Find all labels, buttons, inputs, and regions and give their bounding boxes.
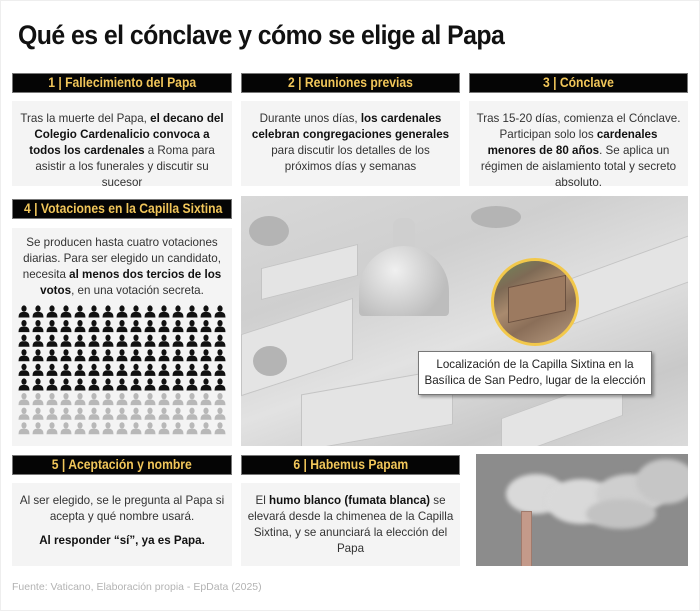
person-icon-vote-needed [103,378,114,390]
person-icon-vote [173,408,184,420]
sistine-chapel-roof [508,275,566,323]
text-run: , en una votación secreta. [71,284,204,297]
person-icon-vote [201,408,212,420]
person-icon-vote-needed [173,378,184,390]
person-icon-vote-needed [173,320,184,332]
step-2-header-label: 2 | Reuniones previas [288,75,413,90]
text-run: se elevará desde la chimenea de la Capilla Sixtina, y se anunciará la elección del Papa [247,494,454,555]
person-icon-vote-needed [187,320,198,332]
person-icon-vote [19,393,30,405]
bold-text: al menos dos tercios de los votos [40,268,222,297]
person-icon-vote-needed [117,335,128,347]
person-icon-vote-needed [159,378,170,390]
person-icon-vote-needed [61,305,72,317]
person-icon-vote-needed [187,378,198,390]
person-icon-vote-needed [131,349,142,361]
text-run: Se producen hasta cuatro votaciones diarias. Para ser elegido un candidato, necesita [22,236,221,281]
step-2-header [241,73,460,93]
person-icon-vote-needed [61,335,72,347]
person-icon-vote [131,393,142,405]
step-6-body [241,483,460,566]
person-icon-vote-needed [19,349,30,361]
photo-tree [253,346,287,376]
person-icon-vote [187,408,198,420]
step-3-text [475,111,682,191]
person-icon-vote-needed [89,364,100,376]
person-icon-vote-needed [75,378,86,390]
person-icon-vote [75,422,86,434]
person-icon-vote-needed [145,335,156,347]
text-run: Tras la muerte del Papa, [20,112,151,125]
person-icon-vote-needed [173,335,184,347]
person-icon-vote-needed [89,378,100,390]
person-icon-vote-needed [33,335,44,347]
sistine-chapel-highlight [491,258,579,346]
person-icon-vote-needed [103,335,114,347]
photo-tree [471,206,521,228]
step-4-header-label: 4 | Votaciones en la Capilla Sixtina [24,201,223,216]
person-icon-vote [47,408,58,420]
person-icon-vote-needed [19,378,30,390]
person-icon-vote-needed [159,349,170,361]
bold-text: los cardenales celebran congregaciones generales [251,112,450,141]
photo-building [241,298,353,396]
person-icon-vote-needed [61,364,72,376]
person-icon-vote [159,393,170,405]
person-icon-vote [159,408,170,420]
person-icon-vote [117,408,128,420]
person-icon-vote-needed [159,364,170,376]
smoke-cloud [636,459,688,504]
person-icon-vote-needed [159,320,170,332]
bold-text: humo blanco (fumata blanca) [269,494,431,507]
step-5-header-label: 5 | Aceptación y nombre [51,457,193,472]
person-icon-vote-needed [47,378,58,390]
text-run: para discutir los detalles de los próximos días y semanas [271,144,430,173]
person-icon-vote-needed [47,349,58,361]
step-5-header [12,455,232,475]
person-icon-vote [19,422,30,434]
person-icon-vote-needed [89,320,100,332]
person-icon-vote-needed [201,364,212,376]
person-icon-vote-needed [33,305,44,317]
person-icon-vote [89,393,100,405]
person-icon-vote-needed [117,305,128,317]
votes-pictogram [18,305,226,437]
person-icon-vote-needed [19,335,30,347]
person-icon-vote-needed [33,320,44,332]
step-6-header-label: 6 | Habemus Papam [293,457,408,472]
person-icon-vote-needed [215,320,226,332]
person-icon-vote-needed [187,305,198,317]
person-icon-vote-needed [75,335,86,347]
photo-building [571,234,688,325]
bold-text: el decano del Colegio Cardenalicio convoca a todos los cardenales [29,112,224,157]
person-icon-vote-needed [117,320,128,332]
person-icon-vote [145,422,156,434]
person-icon-vote-needed [145,320,156,332]
person-icon-vote [47,422,58,434]
person-icon-vote-needed [201,378,212,390]
step-3-header [469,73,688,93]
step-5-body [12,483,232,566]
person-icon-vote-needed [75,364,86,376]
person-icon-vote [173,393,184,405]
step-2-body [241,101,460,186]
person-icon-vote-needed [103,349,114,361]
person-icon-vote [33,393,44,405]
text-run: . Se aplica un régimen de aislamiento total y secreto absoluto. [480,144,677,189]
person-icon-vote-needed [47,364,58,376]
text-run: a Roma para asistir a los funerales y discutir su sucesor [35,144,215,189]
photo-basilica-dome [359,246,449,316]
person-icon-vote-needed [215,349,226,361]
person-icon-vote-needed [33,378,44,390]
person-icon-vote [117,422,128,434]
step-4-text [18,235,226,299]
person-icon-vote [103,393,114,405]
person-icon-vote [215,393,226,405]
person-icon-vote-needed [145,378,156,390]
person-icon-vote-needed [215,335,226,347]
person-icon-vote [61,393,72,405]
step-4-header [12,199,232,219]
person-icon-vote-needed [47,305,58,317]
white-smoke-photo [476,454,688,566]
person-icon-vote-needed [89,305,100,317]
person-icon-vote-needed [131,378,142,390]
person-icon-vote [103,422,114,434]
person-icon-vote [145,408,156,420]
chimney [521,511,532,566]
page-title: Qué es el cónclave y cómo se elige al Papa [18,20,505,50]
person-icon-vote [47,393,58,405]
person-icon-vote-needed [145,349,156,361]
person-icon-vote-needed [201,335,212,347]
person-icon-vote-needed [117,378,128,390]
step-2-text [247,111,454,175]
vatican-aerial-photo [241,196,688,446]
person-icon-vote [145,393,156,405]
person-icon-vote [187,422,198,434]
person-icon-vote-needed [187,335,198,347]
person-icon-vote [89,408,100,420]
person-icon-vote-needed [131,305,142,317]
person-icon-vote-needed [19,305,30,317]
person-icon-vote [19,408,30,420]
photo-tree [249,216,289,246]
person-icon-vote-needed [47,320,58,332]
person-icon-vote-needed [103,305,114,317]
person-icon-vote [215,422,226,434]
person-icon-vote-needed [89,335,100,347]
step-1-header-label: 1 | Fallecimiento del Papa [48,75,196,90]
person-icon-vote [33,408,44,420]
person-icon-vote-needed [159,335,170,347]
text-run: Durante unos días, [259,112,361,125]
person-icon-vote-needed [117,364,128,376]
person-icon-vote-needed [33,349,44,361]
person-icon-vote [89,422,100,434]
person-icon-vote-needed [131,364,142,376]
person-icon-vote-needed [75,320,86,332]
person-icon-vote-needed [201,349,212,361]
person-icon-vote-needed [103,320,114,332]
step-3-header-label: 3 | Cónclave [543,75,614,90]
step-1-header [12,73,232,93]
person-icon-vote [201,393,212,405]
person-icon-vote-needed [75,305,86,317]
person-icon-vote [187,393,198,405]
step-5-emphasis: Al responder “sí”, ya es Papa. [39,534,205,547]
votes-pictogram-svg [18,305,226,437]
step-1-text [18,111,226,191]
person-icon-vote [215,408,226,420]
text-run: Tras 15-20 días, comienza el Cónclave. Participan solo los [476,112,681,141]
step-5-text [18,493,226,525]
person-icon-vote-needed [201,305,212,317]
person-icon-vote [131,408,142,420]
step-1-body [12,101,232,189]
person-icon-vote [103,408,114,420]
person-icon-vote-needed [215,364,226,376]
bold-text: cardenales menores de 80 años [487,128,658,157]
person-icon-vote-needed [19,320,30,332]
person-icon-vote [75,393,86,405]
person-icon-vote-needed [159,305,170,317]
source-note: Fuente: Vaticano, Elaboración propia - EpData (2025) [12,581,262,593]
step-3-body [469,101,688,189]
person-icon-vote [117,393,128,405]
person-icon-vote-needed [61,378,72,390]
step-6-text [247,493,454,557]
person-icon-vote-needed [145,305,156,317]
person-icon-vote-needed [131,335,142,347]
person-icon-vote [33,422,44,434]
photo-building [261,244,358,300]
person-icon-vote [131,422,142,434]
person-icon-vote [159,422,170,434]
person-icon-vote-needed [215,305,226,317]
person-icon-vote [173,422,184,434]
person-icon-vote-needed [75,349,86,361]
person-icon-vote-needed [61,349,72,361]
person-icon-vote-needed [103,364,114,376]
person-icon-vote-needed [187,349,198,361]
person-icon-vote [201,422,212,434]
person-icon-vote-needed [47,335,58,347]
person-icon-vote-needed [61,320,72,332]
text-run: El [255,494,269,507]
photo-caption: Localización de la Capilla Sixtina en la Basílica de San Pedro, lugar de la elección [418,351,652,395]
person-icon-vote-needed [201,320,212,332]
person-icon-vote-needed [19,364,30,376]
person-icon-vote [75,408,86,420]
person-icon-vote-needed [215,378,226,390]
smoke-cloud [586,499,656,529]
person-icon-vote-needed [33,364,44,376]
person-icon-vote-needed [131,320,142,332]
person-icon-vote-needed [173,305,184,317]
person-icon-vote-needed [187,364,198,376]
person-icon-vote-needed [89,349,100,361]
person-icon-vote-needed [145,364,156,376]
text-run: Al ser elegido, se le pregunta al Papa si acepta y qué nombre usará. [19,494,225,523]
step-6-header [241,455,460,475]
person-icon-vote-needed [173,364,184,376]
person-icon-vote [61,408,72,420]
person-icon-vote-needed [117,349,128,361]
person-icon-vote [61,422,72,434]
person-icon-vote-needed [173,349,184,361]
